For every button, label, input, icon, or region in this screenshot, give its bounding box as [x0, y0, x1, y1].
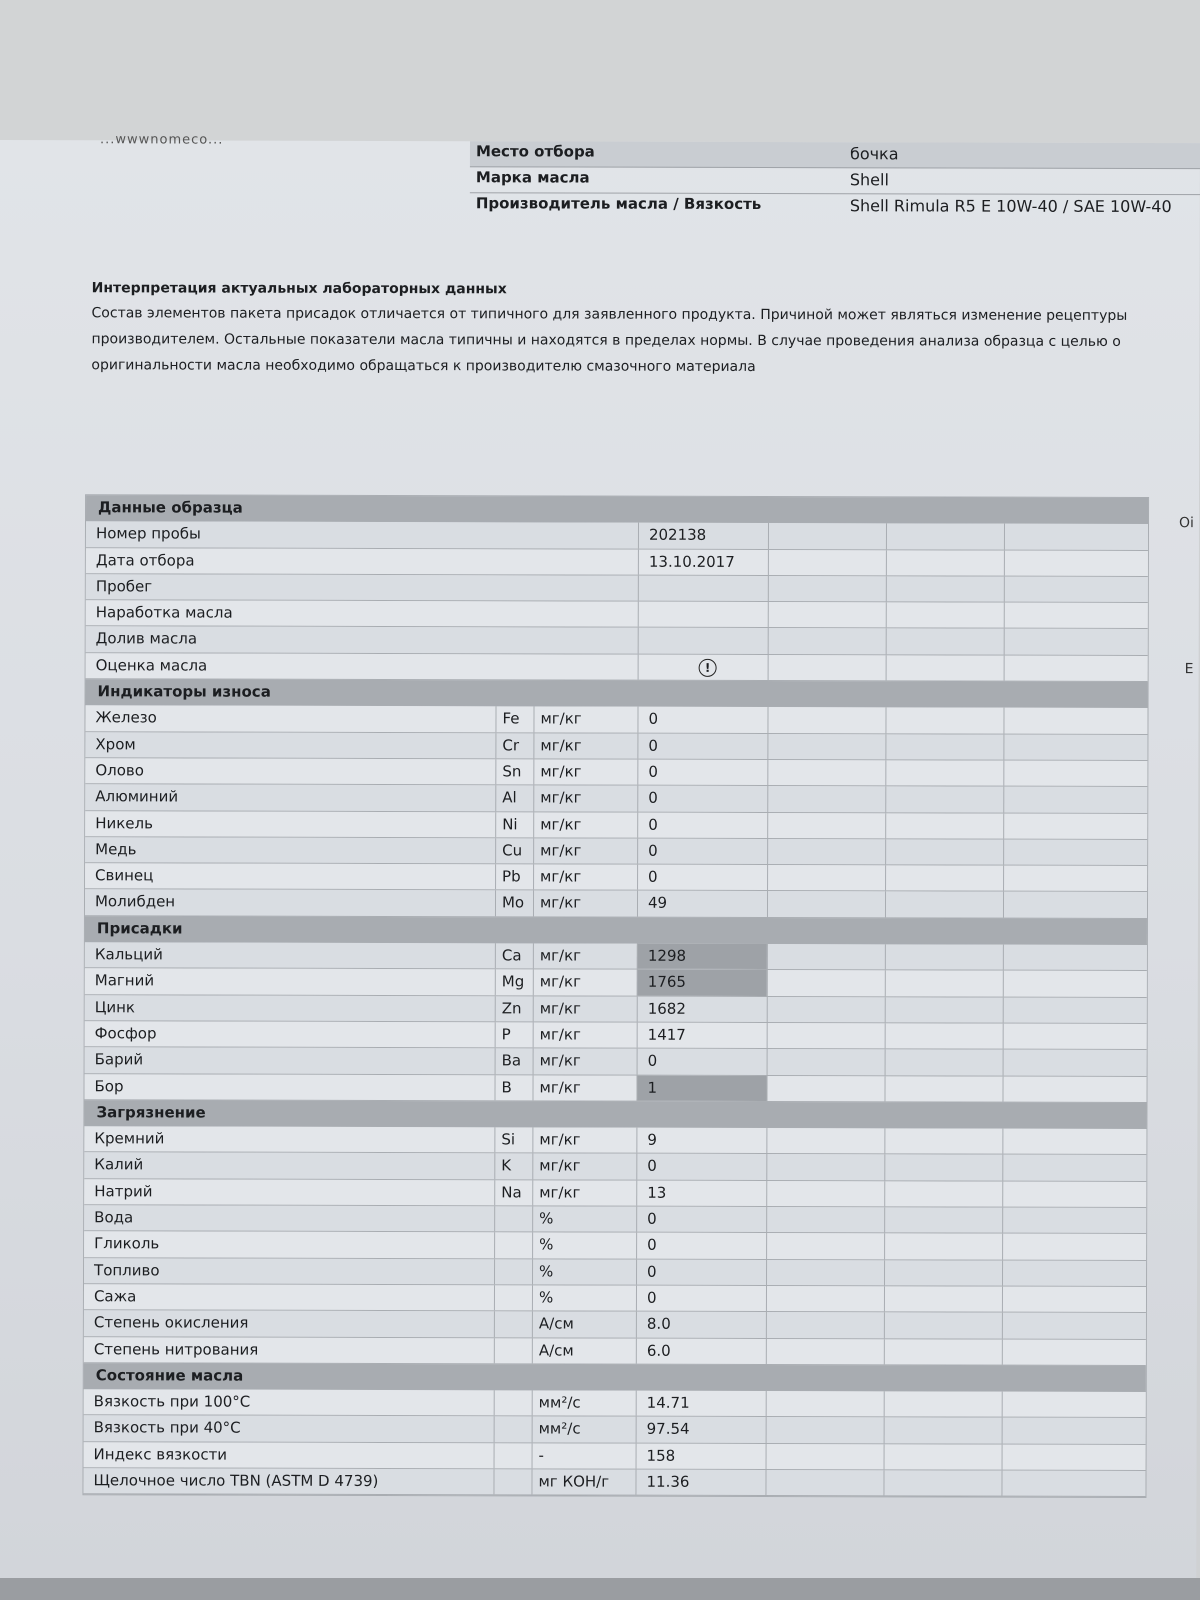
interpretation	[91, 280, 1200, 381]
unit: %	[532, 1206, 636, 1232]
table-row	[86, 548, 1148, 577]
table-row	[83, 1468, 1145, 1497]
element-symbol: P	[495, 1022, 533, 1047]
table-row	[85, 1021, 1147, 1050]
empty-cell	[767, 760, 885, 786]
empty-cell	[768, 576, 886, 602]
empty-cell	[1004, 629, 1126, 655]
table-row	[84, 1205, 1146, 1234]
empty-cell	[885, 734, 1003, 760]
table-row	[84, 1389, 1146, 1418]
param-name: Натрий	[94, 1181, 153, 1201]
info-value: бочка	[849, 144, 899, 164]
empty-cell	[885, 760, 1003, 786]
empty-cell	[1002, 1076, 1124, 1102]
param-name: Пробег	[95, 577, 153, 596]
interpretation-line: оригинальности масла необходимо обращаться к производителю смазочного материала	[91, 357, 756, 375]
element-symbol: Ni	[495, 812, 533, 837]
empty-cell	[1003, 1024, 1125, 1050]
empty-cell	[767, 707, 885, 733]
param-value	[638, 602, 768, 628]
param-name: Фосфор	[94, 1024, 157, 1043]
empty-cell	[766, 1181, 884, 1207]
unit: мг/кг	[533, 1049, 637, 1075]
param-name: Степень окисления	[93, 1313, 249, 1332]
empty-cell	[766, 1339, 884, 1365]
empty-cell	[767, 944, 885, 970]
param-name: Хром	[95, 734, 136, 754]
param-name: Барий	[94, 1050, 144, 1069]
empty-cell	[885, 971, 1003, 997]
cut-header-text: ...wwwnomeco...	[99, 132, 224, 148]
param-name: Дата отбора	[95, 550, 195, 570]
empty-cell	[886, 629, 1004, 655]
empty-cell	[886, 524, 1004, 550]
param-name: Молибден	[94, 892, 176, 911]
table-row	[85, 969, 1147, 998]
table-row	[86, 600, 1148, 629]
unit: мг КОН/г	[531, 1469, 635, 1495]
table-row	[84, 1232, 1146, 1261]
param-name: Оценка масла	[95, 656, 208, 675]
empty-cell	[1003, 813, 1125, 839]
param-value: 1765	[637, 970, 767, 996]
empty-cell	[1002, 1155, 1124, 1181]
empty-cell	[884, 1076, 1002, 1102]
empty-cell	[767, 813, 885, 839]
element-symbol	[494, 1443, 532, 1468]
empty-cell	[767, 891, 885, 917]
element-symbol	[494, 1259, 532, 1284]
empty-cell	[766, 1076, 884, 1102]
element-symbol: Si	[494, 1127, 532, 1152]
empty-cell	[767, 1049, 885, 1075]
empty-cell	[766, 1233, 884, 1259]
empty-cell	[885, 708, 1003, 734]
element-symbol: Mo	[495, 891, 533, 916]
param-value	[638, 654, 768, 680]
param-name: Сажа	[93, 1287, 137, 1306]
empty-cell	[767, 970, 885, 996]
empty-cell	[885, 839, 1003, 865]
empty-cell	[885, 944, 1003, 970]
table-row	[84, 1153, 1146, 1182]
param-value: 1	[636, 1075, 766, 1101]
empty-cell	[886, 603, 1004, 629]
empty-cell	[768, 602, 886, 628]
info-value: Shell	[849, 170, 889, 190]
section-title: Состояние масла	[95, 1366, 244, 1385]
param-value: 0	[637, 707, 767, 733]
param-value: 0	[636, 1154, 766, 1180]
empty-cell	[1003, 761, 1125, 787]
empty-cell	[766, 1128, 884, 1154]
table-row	[85, 890, 1147, 919]
empty-cell	[1002, 1260, 1124, 1286]
table-row	[85, 784, 1147, 813]
interpretation-line: Состав элементов пакета присадок отличается от типичного для заявленного продукта. Причиной может являться изменение рецептуры	[91, 305, 1128, 324]
empty-cell	[885, 997, 1003, 1023]
element-symbol	[494, 1206, 532, 1231]
empty-cell	[1002, 1339, 1124, 1365]
param-value: 8.0	[636, 1312, 766, 1338]
param-name: Степень нитрования	[93, 1339, 259, 1359]
section-condition	[84, 1363, 1146, 1392]
empty-cell	[884, 1234, 1002, 1260]
element-symbol: Ca	[495, 943, 533, 968]
info-row	[470, 193, 1200, 220]
empty-cell	[884, 1313, 1002, 1339]
param-name: Топливо	[94, 1260, 160, 1280]
empty-cell	[768, 523, 886, 549]
empty-cell	[885, 1050, 1003, 1076]
empty-cell	[1002, 1418, 1124, 1444]
empty-cell	[884, 1418, 1002, 1444]
empty-cell	[1004, 550, 1126, 576]
table-row	[84, 1126, 1146, 1155]
unit: А/см	[532, 1338, 636, 1364]
unit: мг/кг	[533, 1022, 637, 1048]
table-row	[85, 837, 1147, 866]
unit: мг/кг	[533, 733, 637, 759]
param-value: 13.10.2017	[638, 549, 768, 575]
empty-cell	[1004, 655, 1126, 681]
unit: %	[532, 1233, 636, 1259]
empty-cell	[884, 1444, 1002, 1470]
empty-cell	[768, 550, 886, 576]
param-name: Долив масла	[95, 629, 198, 649]
empty-cell	[884, 1181, 1002, 1207]
element-symbol: B	[494, 1075, 532, 1100]
table-row	[86, 627, 1148, 656]
section-wear	[86, 679, 1148, 708]
empty-cell	[767, 734, 885, 760]
empty-cell	[1003, 734, 1125, 760]
empty-cell	[886, 576, 1004, 602]
empty-cell	[1002, 1234, 1124, 1260]
table-row	[84, 1074, 1146, 1103]
param-name: Кремний	[94, 1129, 165, 1148]
empty-cell	[768, 655, 886, 681]
sample-info	[470, 141, 1200, 220]
param-value	[638, 576, 768, 602]
unit: мг/кг	[533, 812, 637, 838]
table-row	[84, 1258, 1146, 1287]
param-value: 0	[637, 812, 767, 838]
unit: мг/кг	[533, 838, 637, 864]
section-title: Присадки	[96, 919, 183, 938]
table-row	[85, 811, 1147, 840]
unit: мг/кг	[533, 786, 637, 812]
param-value: 0	[636, 1233, 766, 1259]
element-symbol	[494, 1285, 532, 1310]
report-page	[0, 132, 1200, 1583]
param-value: 0	[637, 786, 767, 812]
element-symbol	[494, 1233, 532, 1258]
table-row	[85, 995, 1147, 1024]
empty-cell	[884, 1286, 1002, 1312]
edge-mark: E	[1184, 661, 1194, 678]
param-value: 97.54	[636, 1417, 766, 1443]
param-value: 158	[636, 1443, 766, 1469]
element-symbol: Zn	[495, 996, 533, 1021]
unit: мм²/с	[532, 1417, 636, 1443]
empty-cell	[885, 892, 1003, 918]
param-name: Бор	[94, 1076, 124, 1095]
empty-cell	[884, 1128, 1002, 1154]
param-value: 0	[637, 1049, 767, 1075]
unit: А/см	[532, 1312, 636, 1338]
empty-cell	[1002, 1287, 1124, 1313]
table-row	[85, 732, 1147, 761]
param-value: 0	[637, 865, 767, 891]
empty-cell	[885, 813, 1003, 839]
param-value: 13	[636, 1180, 766, 1206]
warning-icon: !	[699, 659, 717, 677]
param-name: Вода	[94, 1208, 134, 1227]
empty-cell	[885, 1023, 1003, 1049]
empty-cell	[1003, 892, 1125, 918]
section-additives	[85, 916, 1147, 945]
param-name: Свинец	[95, 866, 154, 885]
unit: -	[532, 1443, 636, 1469]
param-name: Наработка масла	[95, 603, 233, 622]
empty-cell	[1004, 524, 1126, 550]
table-row	[84, 1442, 1146, 1471]
param-value: 14.71	[636, 1391, 766, 1417]
empty-cell	[1003, 1050, 1125, 1076]
element-symbol: Al	[495, 786, 533, 811]
empty-cell	[884, 1391, 1002, 1417]
section-sample	[86, 495, 1148, 524]
param-name: Гликоль	[94, 1234, 160, 1253]
param-name: Щелочное число TBN (ASTM D 4739)	[93, 1471, 379, 1490]
section-contamination	[84, 1100, 1146, 1129]
param-value: 11.36	[635, 1470, 765, 1496]
section-title: Данные образца	[98, 498, 243, 517]
param-name: Вязкость при 100°С	[93, 1392, 251, 1411]
unit: %	[532, 1259, 636, 1285]
unit: мг/кг	[532, 1075, 636, 1101]
param-name: Медь	[95, 840, 137, 859]
info-label: Производитель масла / Вязкость	[475, 194, 762, 213]
empty-cell	[886, 655, 1004, 681]
param-value: 0	[637, 733, 767, 759]
unit: мг/кг	[533, 865, 637, 891]
empty-cell	[767, 865, 885, 891]
empty-cell	[766, 1260, 884, 1286]
edge-mark: Оі	[1178, 515, 1194, 532]
param-value: 0	[636, 1259, 766, 1285]
table-row	[85, 942, 1147, 971]
empty-cell	[1003, 708, 1125, 734]
param-name: Индекс вязкости	[93, 1444, 228, 1464]
element-symbol	[494, 1417, 532, 1442]
param-value: 1682	[637, 996, 767, 1022]
empty-cell	[768, 628, 886, 654]
empty-cell	[1002, 1129, 1124, 1155]
background-top	[0, 0, 1200, 148]
element-symbol: Sn	[495, 759, 533, 784]
empty-cell	[1002, 1208, 1124, 1234]
table-row	[84, 1179, 1146, 1208]
analysis-table	[82, 494, 1149, 1498]
element-symbol: Cr	[495, 733, 533, 758]
element-symbol	[494, 1312, 532, 1337]
param-value: 6.0	[636, 1338, 766, 1364]
element-symbol	[493, 1469, 531, 1494]
empty-cell	[767, 839, 885, 865]
empty-cell	[1003, 866, 1125, 892]
info-row	[470, 167, 1200, 195]
element-symbol	[494, 1338, 532, 1363]
empty-cell	[885, 865, 1003, 891]
param-name: Кальций	[94, 945, 163, 964]
empty-cell	[766, 1312, 884, 1338]
empty-cell	[766, 1417, 884, 1443]
param-value: 0	[636, 1207, 766, 1233]
empty-cell	[884, 1155, 1002, 1181]
empty-cell	[1003, 971, 1125, 997]
empty-cell	[766, 1444, 884, 1470]
param-name: Номер пробы	[95, 524, 201, 543]
unit: мм²/с	[532, 1390, 636, 1416]
param-name: Олово	[95, 761, 144, 780]
param-value	[638, 628, 768, 654]
empty-cell	[883, 1470, 1001, 1496]
param-name: Цинк	[94, 997, 136, 1016]
info-row	[470, 141, 1200, 169]
element-symbol: Fe	[495, 707, 533, 732]
param-value: 49	[637, 891, 767, 917]
param-value: 1417	[637, 1023, 767, 1049]
element-symbol: Mg	[495, 970, 533, 995]
param-name: Калий	[94, 1155, 144, 1174]
unit: мг/кг	[533, 891, 637, 917]
empty-cell	[766, 1207, 884, 1233]
param-value: 202138	[638, 523, 768, 549]
empty-cell	[766, 1286, 884, 1312]
table-row	[84, 1337, 1146, 1366]
section-title: Загрязнение	[96, 1103, 206, 1122]
unit: мг/кг	[533, 943, 637, 969]
background-bottom	[0, 1578, 1200, 1600]
info-label: Марка масла	[475, 168, 590, 187]
info-label: Место отбора	[475, 142, 595, 161]
empty-cell	[765, 1470, 883, 1496]
section-title: Индикаторы износа	[97, 682, 271, 701]
empty-cell	[884, 1207, 1002, 1233]
empty-cell	[1002, 1313, 1124, 1339]
param-name: Алюминий	[95, 787, 179, 806]
table-row	[86, 653, 1148, 682]
unit: мг/кг	[533, 707, 637, 733]
param-name: Никель	[95, 813, 153, 832]
unit: мг/кг	[532, 1128, 636, 1154]
unit: мг/кг	[533, 759, 637, 785]
table-row	[85, 1047, 1147, 1076]
empty-cell	[767, 997, 885, 1023]
param-name: Вязкость при 40°С	[93, 1418, 241, 1438]
table-row	[84, 1310, 1146, 1339]
empty-cell	[1003, 997, 1125, 1023]
param-value: 0	[637, 760, 767, 786]
empty-cell	[767, 786, 885, 812]
unit: мг/кг	[532, 1154, 636, 1180]
empty-cell	[1003, 945, 1125, 971]
table-row	[84, 1416, 1146, 1445]
empty-cell	[767, 1023, 885, 1049]
empty-cell	[884, 1260, 1002, 1286]
empty-cell	[884, 1339, 1002, 1365]
param-value: 9	[636, 1128, 766, 1154]
interpretation-title: Интерпретация актуальных лабораторных данных	[91, 280, 507, 298]
info-value: Shell Rimula R5 E 10W-40 / SAE 10W-40	[849, 196, 1172, 217]
empty-cell	[885, 787, 1003, 813]
empty-cell	[1002, 1392, 1124, 1418]
element-symbol: Pb	[495, 864, 533, 889]
empty-cell	[1001, 1471, 1123, 1497]
table-row	[85, 758, 1147, 787]
unit: мг/кг	[533, 996, 637, 1022]
param-value: 1298	[637, 944, 767, 970]
empty-cell	[886, 550, 1004, 576]
unit: мг/кг	[532, 1180, 636, 1206]
empty-cell	[1002, 1181, 1124, 1207]
empty-cell	[1004, 603, 1126, 629]
unit: мг/кг	[533, 970, 637, 996]
empty-cell	[1002, 1444, 1124, 1470]
table-row	[85, 863, 1147, 892]
element-symbol: K	[494, 1154, 532, 1179]
table-row	[84, 1284, 1146, 1313]
empty-cell	[1003, 787, 1125, 813]
empty-cell	[766, 1391, 884, 1417]
empty-cell	[766, 1154, 884, 1180]
element-symbol: Na	[494, 1180, 532, 1205]
param-value: 0	[636, 1286, 766, 1312]
table-row	[86, 522, 1148, 551]
table-row	[86, 574, 1148, 603]
table-row	[85, 706, 1147, 735]
empty-cell	[1003, 839, 1125, 865]
element-symbol: Cu	[495, 838, 533, 863]
element-symbol: Ba	[495, 1049, 533, 1074]
param-name: Железо	[95, 708, 157, 727]
element-symbol	[494, 1390, 532, 1415]
empty-cell	[1004, 577, 1126, 603]
interpretation-line: производителем. Остальные показатели масла типичны и находятся в пределах нормы. В случае проведения анализа образца с целью о	[91, 331, 1121, 350]
param-name: Магний	[94, 971, 155, 990]
unit: %	[532, 1285, 636, 1311]
param-value: 0	[637, 839, 767, 865]
